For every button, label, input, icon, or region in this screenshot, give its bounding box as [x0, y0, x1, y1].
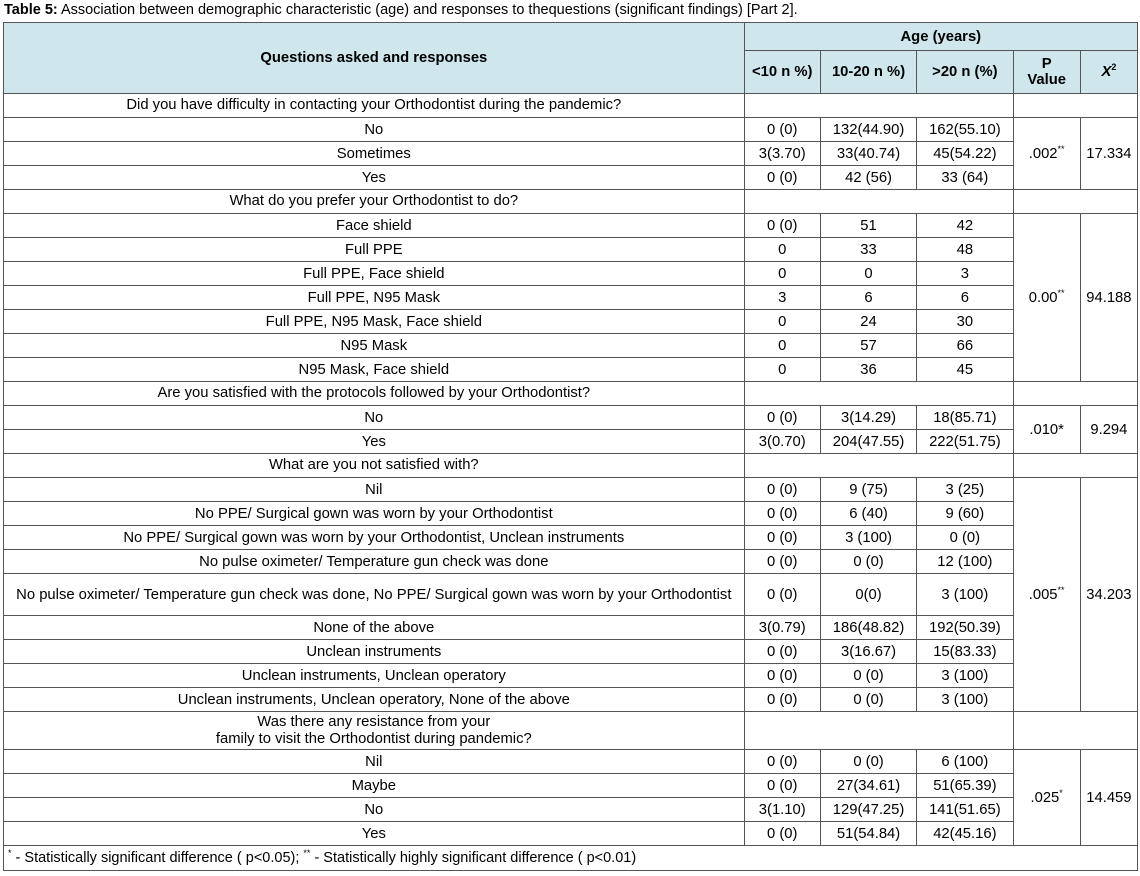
question-row: What do you prefer your Orthodontist to do?: [4, 190, 745, 214]
chi-square-cell: 9.294: [1080, 406, 1137, 454]
age-10-20-cell: 36: [820, 358, 916, 382]
table-row: [4, 550, 1138, 574]
age-gt20-cell: 66: [917, 334, 1013, 358]
age-gt20-cell: 42(45.16): [917, 822, 1013, 846]
age-10-20-cell: 0 (0): [820, 750, 916, 774]
response-cell: Full PPE, N95 Mask, Face shield: [4, 310, 745, 334]
table-row: [4, 166, 1138, 190]
age-gt20-cell: 3: [917, 262, 1013, 286]
p-value-cell: .002**: [1013, 118, 1080, 190]
age-gt20-cell: 30: [917, 310, 1013, 334]
table-row: [4, 750, 1138, 774]
response-cell: Face shield: [4, 214, 745, 238]
age-lt10-cell: 0 (0): [744, 478, 820, 502]
table-row: [4, 664, 1138, 688]
response-cell: Yes: [4, 166, 745, 190]
age-lt10-cell: 3(0.79): [744, 616, 820, 640]
response-cell: No: [4, 406, 745, 430]
age-lt10-cell: 0: [744, 310, 820, 334]
age-lt10-cell: 0 (0): [744, 574, 820, 616]
p-value-cell: 0.00**: [1013, 214, 1080, 382]
response-cell: N95 Mask, Face shield: [4, 358, 745, 382]
age-10-20-cell: 3(16.67): [820, 640, 916, 664]
table-row: [4, 358, 1138, 382]
question-row-blank: [1013, 190, 1137, 214]
age-lt10-cell: 0 (0): [744, 774, 820, 798]
age-lt10-cell: 0 (0): [744, 166, 820, 190]
question-row-blank: [744, 94, 1013, 118]
question-row-blank: [744, 454, 1013, 478]
age-gt20-cell: 3 (25): [917, 478, 1013, 502]
age-lt10-cell: 0 (0): [744, 118, 820, 142]
age-gt20-cell: 3 (100): [917, 574, 1013, 616]
age-10-20-cell: 6: [820, 286, 916, 310]
age-gt20-cell: 141(51.65): [917, 798, 1013, 822]
response-cell: No pulse oximeter/ Temperature gun check was done: [4, 550, 745, 574]
chi-square-cell: 94.188: [1080, 214, 1137, 382]
table-row: [4, 478, 1138, 502]
age-10-20-cell: 33(40.74): [820, 142, 916, 166]
age-gt20-cell: 6 (100): [917, 750, 1013, 774]
age-10-20-cell: 186(48.82): [820, 616, 916, 640]
age-gt20-cell: 48: [917, 238, 1013, 262]
age-lt10-cell: 0: [744, 262, 820, 286]
table-row: [4, 286, 1138, 310]
table-row: [4, 406, 1138, 430]
age-lt10-cell: 0 (0): [744, 550, 820, 574]
response-cell: Full PPE, Face shield: [4, 262, 745, 286]
chi-square-cell: 14.459: [1080, 750, 1137, 846]
response-cell: Nil: [4, 750, 745, 774]
table-row: [4, 262, 1138, 286]
age-gt20-cell: 18(85.71): [917, 406, 1013, 430]
p-value-cell: .025*: [1013, 750, 1080, 846]
table-row: [4, 430, 1138, 454]
response-cell: Nil: [4, 478, 745, 502]
response-cell: No PPE/ Surgical gown was worn by your Orthodontist, Unclean instruments: [4, 526, 745, 550]
chi-square-cell: 17.334: [1080, 118, 1137, 190]
age-gt20-cell: 6: [917, 286, 1013, 310]
question-row: What are you not satisfied with?: [4, 454, 745, 478]
table-row: [4, 688, 1138, 712]
table-body: [4, 94, 1138, 846]
response-cell: No pulse oximeter/ Temperature gun check was done, No PPE/ Surgical gown was worn by your Orthodontist: [4, 574, 745, 616]
table-row: [4, 574, 1138, 616]
chi-square-header: $X^2$: [1080, 51, 1137, 94]
age-gt20-cell: 51(65.39): [917, 774, 1013, 798]
table-row: [4, 142, 1138, 166]
age-gt20-cell: 15(83.33): [917, 640, 1013, 664]
age-10-20-cell: 0(0): [820, 574, 916, 616]
age-10-20-cell: 57: [820, 334, 916, 358]
response-cell: None of the above: [4, 616, 745, 640]
age-lt10-cell: 3(3.70): [744, 142, 820, 166]
age-10-20-cell: 27(34.61): [820, 774, 916, 798]
age-lt10-cell: 0 (0): [744, 502, 820, 526]
table-row: [4, 310, 1138, 334]
table-row: [4, 774, 1138, 798]
p-value-header: P Value: [1013, 51, 1080, 94]
question-row-blank: [744, 382, 1013, 406]
age-lt10-cell: 3(1.10): [744, 798, 820, 822]
chi-square-cell: 34.203: [1080, 478, 1137, 712]
response-cell: Full PPE: [4, 238, 745, 262]
table-row: [4, 526, 1138, 550]
age-gt20-cell: 45: [917, 358, 1013, 382]
age-gt20-cell: 33 (64): [917, 166, 1013, 190]
age-10-20-header: 10-20 n %): [820, 51, 916, 94]
age-lt10-cell: 0: [744, 358, 820, 382]
age-lt10-cell: 0 (0): [744, 664, 820, 688]
age-lt10-cell: 0 (0): [744, 822, 820, 846]
p-value-cell: .005**: [1013, 478, 1080, 712]
age-lt10-cell: 0 (0): [744, 640, 820, 664]
age-lt10-cell: 0: [744, 238, 820, 262]
age-gt20-cell: 42: [917, 214, 1013, 238]
table-caption: [4, 0, 798, 22]
age-lt10-header: <10 n %): [744, 51, 820, 94]
age-gt20-cell: 12 (100): [917, 550, 1013, 574]
age-10-20-cell: 129(47.25): [820, 798, 916, 822]
age-lt10-cell: 0 (0): [744, 750, 820, 774]
age-10-20-cell: 24: [820, 310, 916, 334]
age-10-20-cell: 51: [820, 214, 916, 238]
age-10-20-cell: 42 (56): [820, 166, 916, 190]
age-gt20-cell: 9 (60): [917, 502, 1013, 526]
table-row: [4, 118, 1138, 142]
age-10-20-cell: 0 (0): [820, 550, 916, 574]
question-row: Was there any resistance from your family to visit the Orthodontist during pandemic?: [4, 712, 745, 750]
age-gt20-header: >20 n (%): [917, 51, 1013, 94]
p-value-cell: .010*: [1013, 406, 1080, 454]
age-group-header: Age (years): [744, 23, 1137, 51]
table-row: [4, 502, 1138, 526]
response-cell: Maybe: [4, 774, 745, 798]
age-lt10-cell: 0 (0): [744, 526, 820, 550]
age-10-20-cell: 204(47.55): [820, 430, 916, 454]
response-cell: Yes: [4, 822, 745, 846]
question-row-blank: [744, 190, 1013, 214]
response-cell: Unclean instruments, Unclean operatory: [4, 664, 745, 688]
question-row-blank: [744, 712, 1013, 750]
response-cell: Unclean instruments: [4, 640, 745, 664]
age-10-20-cell: 0 (0): [820, 688, 916, 712]
results-table: [3, 22, 1138, 871]
table-row: [4, 640, 1138, 664]
caption-text: Association between demographic characteristic (age) and responses to thequestions (significant findings) [Part 2].: [57, 2, 798, 18]
table-row: [4, 238, 1138, 262]
age-10-20-cell: 33: [820, 238, 916, 262]
question-row: Are you satisfied with the protocols followed by your Orthodontist?: [4, 382, 745, 406]
questions-column-header: Questions asked and responses: [4, 23, 745, 94]
caption-label: Table 5:: [4, 2, 58, 18]
age-10-20-cell: 132(44.90): [820, 118, 916, 142]
question-row: Did you have difficulty in contacting your Orthodontist during the pandemic?: [4, 94, 745, 118]
age-gt20-cell: 162(55.10): [917, 118, 1013, 142]
age-gt20-cell: 45(54.22): [917, 142, 1013, 166]
age-10-20-cell: 3(14.29): [820, 406, 916, 430]
age-gt20-cell: 3 (100): [917, 664, 1013, 688]
age-lt10-cell: 0 (0): [744, 406, 820, 430]
response-cell: Unclean instruments, Unclean operatory, None of the above: [4, 688, 745, 712]
age-10-20-cell: 51(54.84): [820, 822, 916, 846]
question-row-blank: [1013, 712, 1137, 750]
question-row-blank: [1013, 454, 1137, 478]
response-cell: Sometimes: [4, 142, 745, 166]
question-row-blank: [1013, 94, 1137, 118]
age-lt10-cell: 0 (0): [744, 214, 820, 238]
response-cell: No PPE/ Surgical gown was worn by your Orthodontist: [4, 502, 745, 526]
age-gt20-cell: 3 (100): [917, 688, 1013, 712]
question-row-blank: [1013, 382, 1137, 406]
age-10-20-cell: 9 (75): [820, 478, 916, 502]
age-10-20-cell: 3 (100): [820, 526, 916, 550]
age-lt10-cell: 0 (0): [744, 688, 820, 712]
response-cell: Yes: [4, 430, 745, 454]
response-cell: No: [4, 118, 745, 142]
age-10-20-cell: 6 (40): [820, 502, 916, 526]
response-cell: Full PPE, N95 Mask: [4, 286, 745, 310]
age-gt20-cell: 222(51.75): [917, 430, 1013, 454]
age-lt10-cell: 3(0.70): [744, 430, 820, 454]
table-row: [4, 822, 1138, 846]
table-footnote: * - Statistically significant difference ( p<0.05); ** - Statistically highly significant difference ( p<0.01): [4, 846, 1138, 871]
table-row: [4, 334, 1138, 358]
response-cell: N95 Mask: [4, 334, 745, 358]
table-row: [4, 616, 1138, 640]
response-cell: No: [4, 798, 745, 822]
age-lt10-cell: 0: [744, 334, 820, 358]
age-gt20-cell: 192(50.39): [917, 616, 1013, 640]
age-gt20-cell: 0 (0): [917, 526, 1013, 550]
age-10-20-cell: 0: [820, 262, 916, 286]
age-lt10-cell: 3: [744, 286, 820, 310]
table-row: [4, 798, 1138, 822]
age-10-20-cell: 0 (0): [820, 664, 916, 688]
table-row: [4, 214, 1138, 238]
